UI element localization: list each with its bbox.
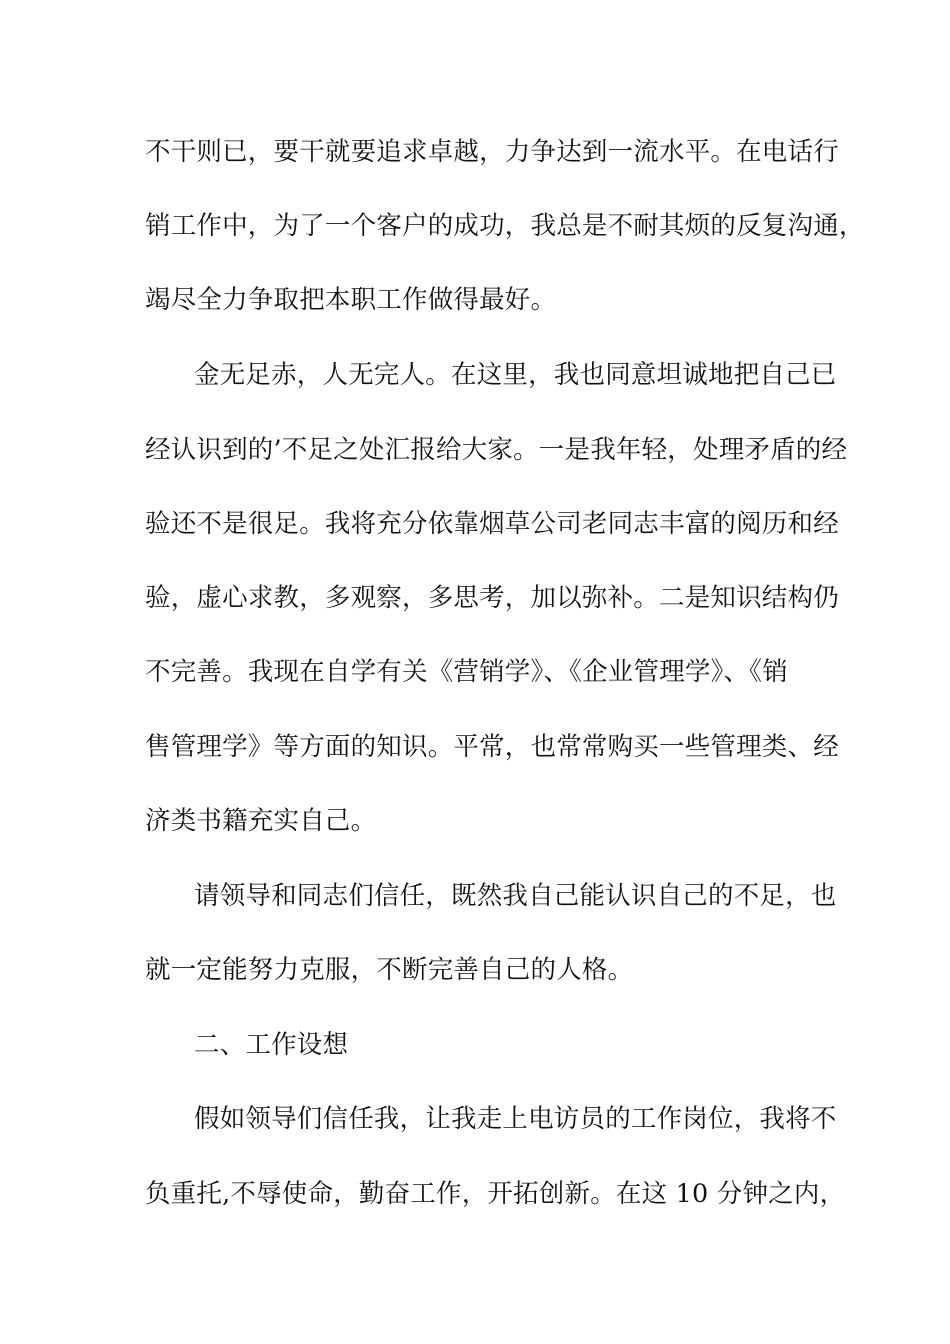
text-line: 不干则已，要干就要追求卓越，力争达到一流水平。在电话行 xyxy=(145,137,839,167)
text-line: 销工作中，为了一个客户的成功，我总是不耐其烦的反复沟通， xyxy=(145,211,865,241)
text-line: 就一定能努力克服，不断完善自己的人格。 xyxy=(145,955,634,985)
text-line: 验还不是很足。我将充分依靠烟草公司老同志丰富的阅历和经 xyxy=(145,509,839,539)
paragraph-first-line: 金无足赤，人无完人。在这里，我也同意坦诚地把自己已 xyxy=(194,360,837,390)
paragraph-first-line: 请领导和同志们信任，既然我自己能认识自己的不足，也 xyxy=(194,881,837,911)
text-line: 经认识到的’不足之处汇报给大家。一是我年轻，处理矛盾的经 xyxy=(145,435,848,465)
text-line: 售管理学》等方面的知识。平常，也常常购买一些管理类、经 xyxy=(145,732,839,762)
text-line: 负重托,不辱使命，勤奋工作，开拓创新。在这 10 分钟之内， xyxy=(145,1179,846,1209)
text-line: 济类书籍充实自己。 xyxy=(145,806,377,836)
paragraph-first-line: 假如领导们信任我，让我走上电访员的工作岗位，我将不 xyxy=(194,1104,837,1134)
text-line: 竭尽全力争取把本职工作做得最好。 xyxy=(145,285,557,315)
text-line: 验，虚心求教，多观察，多思考，加以弥补。二是知识结构仍 xyxy=(145,583,839,613)
text-line: 不完善。我现在自学有关《营销学》、《企业管理学》、《销 xyxy=(145,657,788,687)
section-heading: 二、工作设想 xyxy=(194,1030,349,1060)
